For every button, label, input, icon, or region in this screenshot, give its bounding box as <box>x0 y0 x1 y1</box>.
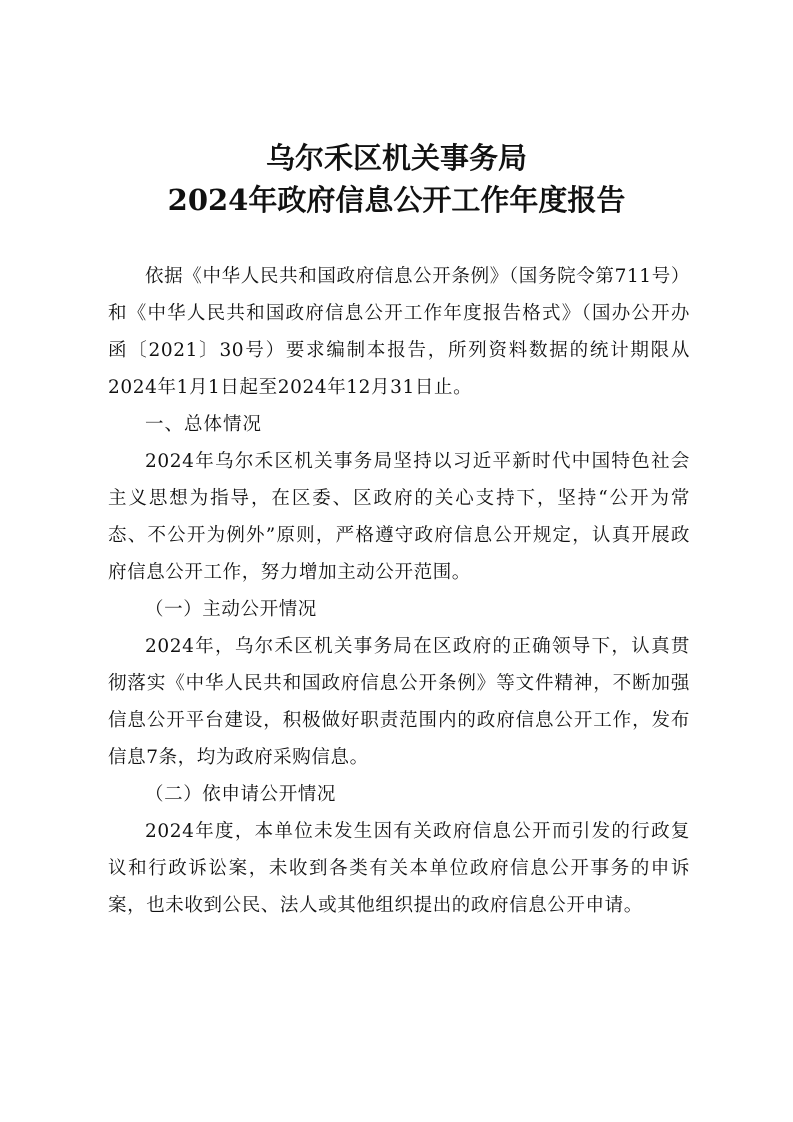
subsection1-heading: （一）主动公开情况 <box>145 599 317 620</box>
section1-heading: 一、总体情况 <box>145 414 263 435</box>
intro-paragraph: 依据《中华人民共和国政府信息公开条例》（国务院令第711号）和《中华人民共和国政府信息公开工作年度报告格式》（国办公开办函〔2021〕30号）要求编制本报告，所列资料数据的统计期限从2024年1月1日起至2024年12月31日止。 <box>108 266 690 398</box>
subsection2-heading: （二）依申请公开情况 <box>145 784 337 805</box>
subsection2-paragraph: 2024年度，本单位未发生因有关政府信息公开而引发的行政复议和行政诉讼案，未收到各类有关本单位政府信息公开事务的申诉案，也未收到公民、法人或其他组织提出的政府信息公开申请。 <box>108 821 690 916</box>
document-title-line1: 乌尔禾区机关事务局 <box>265 141 527 175</box>
subsection1-paragraph: 2024年，乌尔禾区机关事务局在区政府的正确领导下，认真贯彻落实《中华人民共和国政府信息公开条例》等文件精神，不断加强信息公开平台建设，积极做好职责范围内的政府信息公开工作，发布信息7条，均为政府采购信息。 <box>108 636 690 768</box>
section1-paragraph: 2024年乌尔禾区机关事务局坚持以习近平新时代中国特色社会主义思想为指导，在区委、区政府的关心支持下，坚持“公开为常态、不公开为例外”原则，严格遵守政府信息公开规定，认真开展政府信息公开工作，努力增加主动公开范围。 <box>108 451 690 583</box>
document-title-line2: 2024年政府信息公开工作年度报告 <box>167 183 626 217</box>
document-body <box>108 258 690 924</box>
